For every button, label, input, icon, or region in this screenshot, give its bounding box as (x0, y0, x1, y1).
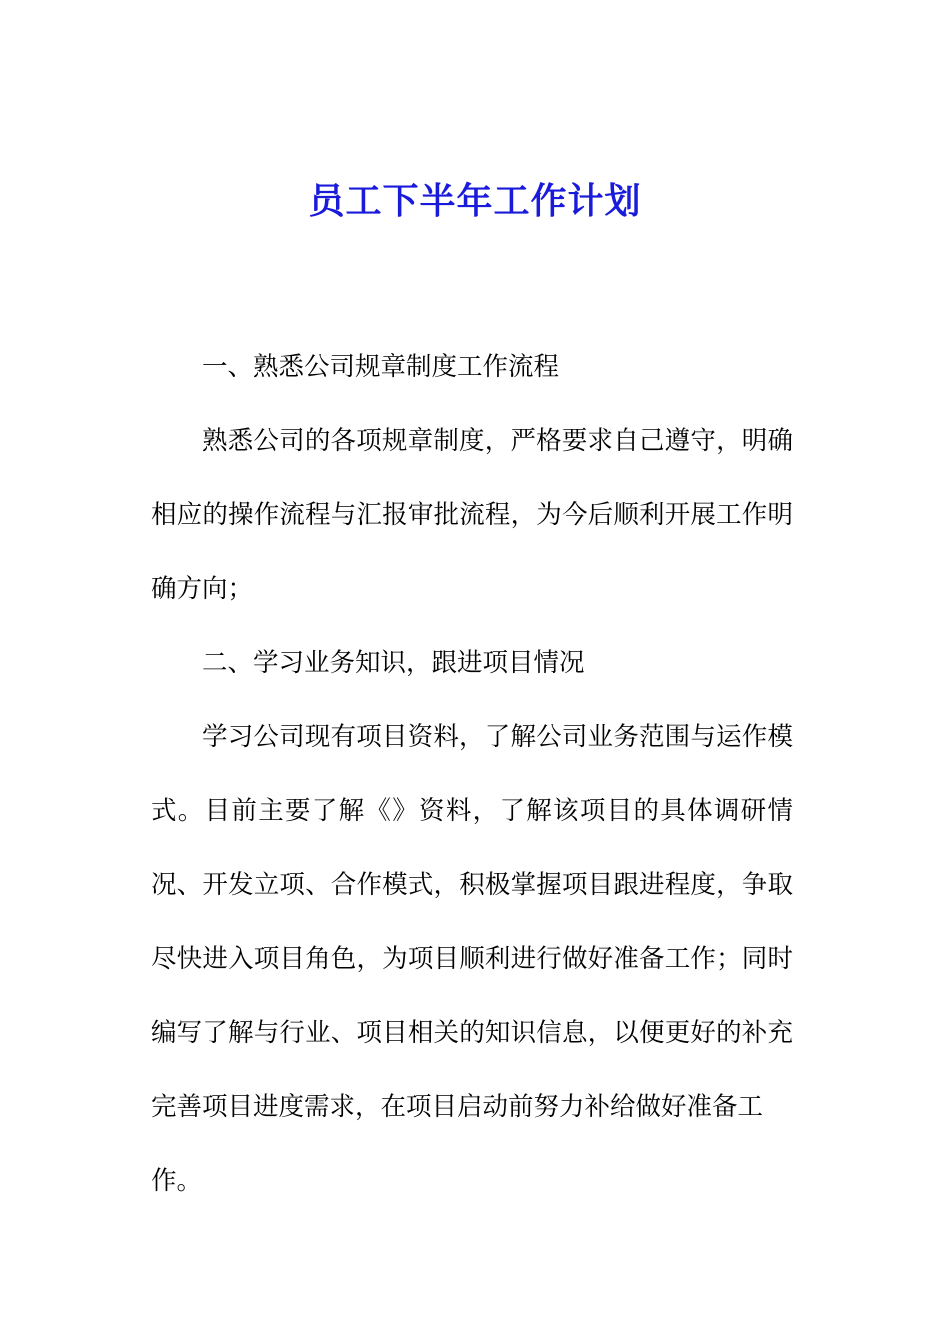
document-body (151, 330, 793, 1218)
text-line: 相应的操作流程与汇报审批流程，为今后顺利开展工作明 (151, 500, 793, 530)
text-line: 编写了解与行业、项目相关的知识信息，以便更好的补充 (151, 1018, 793, 1048)
section-heading-1 (151, 330, 793, 404)
text-line: 确方向； (151, 574, 254, 604)
paragraph-1 (151, 404, 793, 478)
text-line: 学习公司现有项目资料，了解公司业务范围与运作模 (202, 722, 793, 752)
paragraph-2 (151, 700, 793, 774)
text-line: 式。目前主要了解《》资料，了解该项目的具体调研情 (151, 796, 793, 826)
text-line: 尽快进入项目角色，为项目顺利进行做好准备工作；同时 (151, 944, 793, 974)
text-line: 况、开发立项、合作模式，积极掌握项目跟进程度，争取 (151, 870, 793, 900)
text-line: 二、学习业务知识，跟进项目情况 (202, 648, 585, 678)
text-line: 完善项目进度需求，在项目启动前努力补给做好准备工 (151, 1092, 764, 1122)
document-title: 员工下半年工作计划 (308, 180, 642, 222)
text-line: 一、熟悉公司规章制度工作流程 (202, 352, 560, 382)
text-line: 熟悉公司的各项规章制度，严格要求自己遵守，明确 (202, 426, 793, 456)
text-line: 作。 (151, 1166, 203, 1196)
paragraph-2-continued (151, 774, 793, 1218)
section-heading-2 (151, 626, 793, 700)
paragraph-1-continued (151, 478, 793, 626)
